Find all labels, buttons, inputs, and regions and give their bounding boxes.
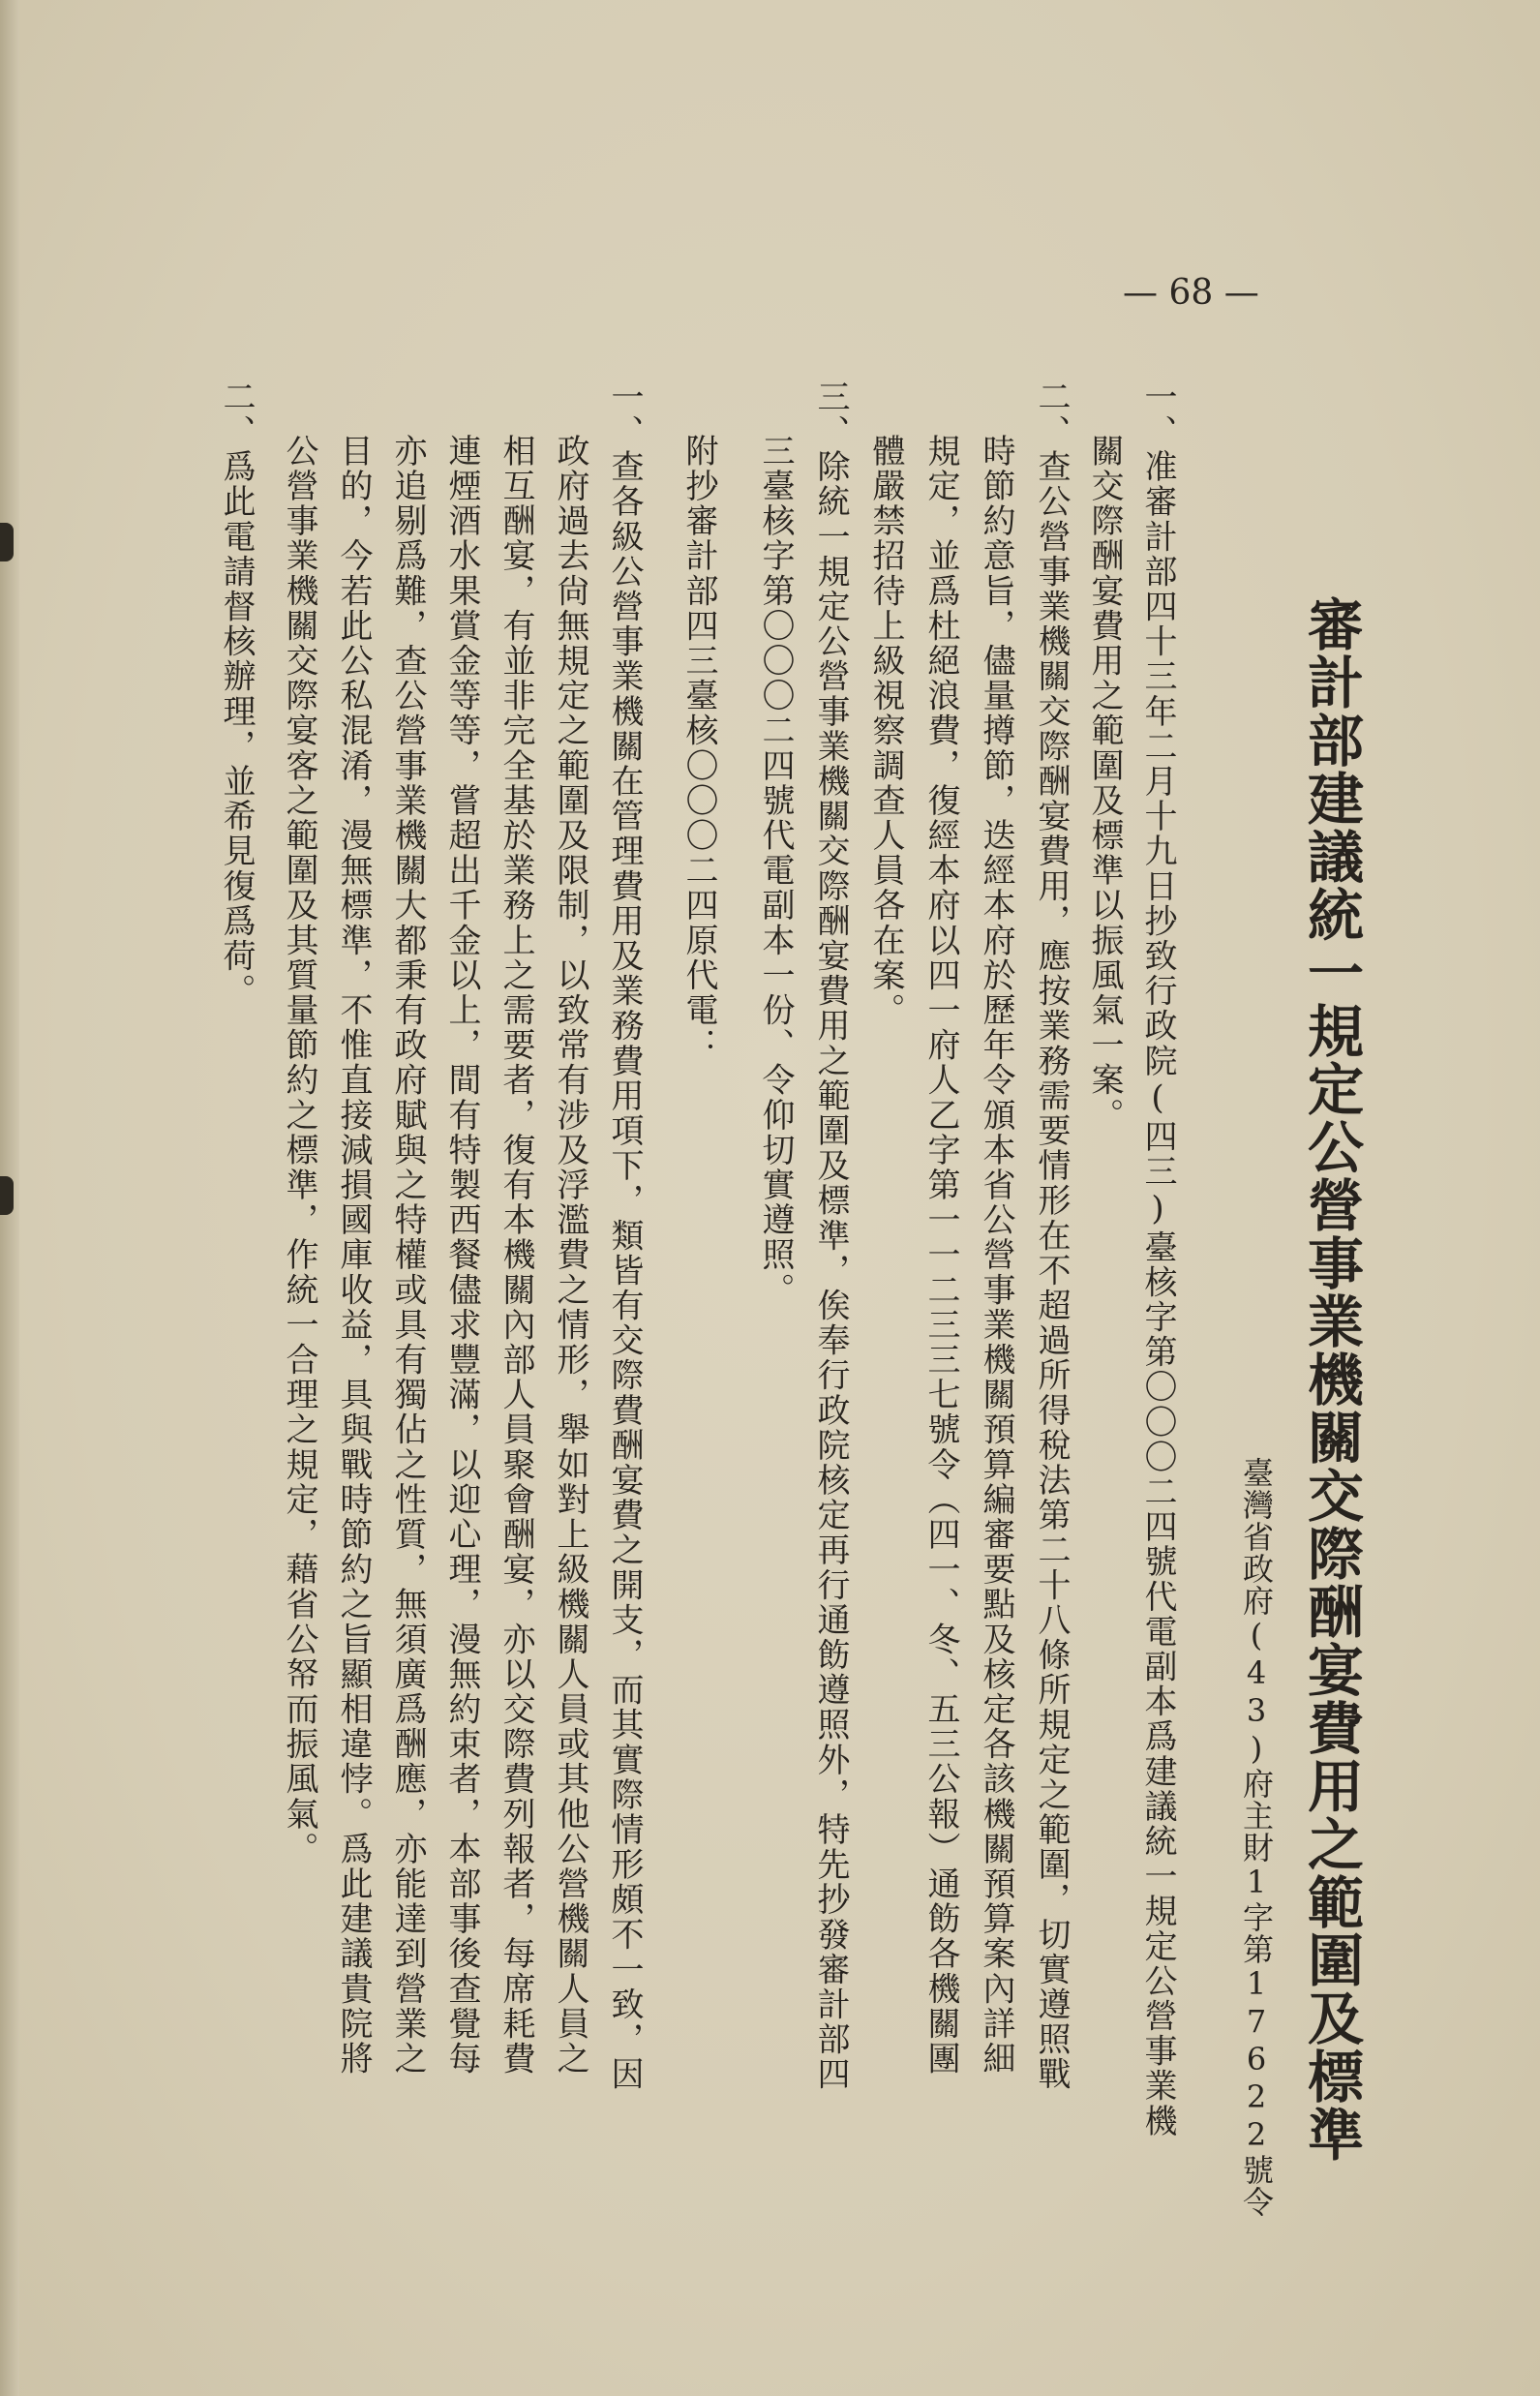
binding-mark	[0, 523, 14, 561]
body-column-14: 亦追剔爲難，查公營事業機關大都秉有政府賦與之特權或具有獨佔之性質，無須廣爲酬應，亦能達到營業之	[388, 434, 427, 2077]
body-column-17: 二、爲此電請督核辦理，並希見復爲荷。	[217, 379, 256, 1009]
page-number: — 68 —	[1123, 273, 1259, 313]
document-title: 審計部建議統一規定公營事業機關交際酬宴費用之範圍及標準	[1298, 595, 1364, 2164]
body-column-3: 二、查公營事業機關交際酬宴費用，應按業務需要情形在不超過所得稅法第二十八條所規定之範圍，切實遵照戰	[1032, 379, 1071, 2092]
body-column-2: 關交際酬宴費用之範圍及標準以振風氣一案。	[1085, 434, 1124, 1133]
body-column-1: 一、准審計部四十三年二月十九日抄致行政院(四三)臺核字第〇〇〇二四號代電副本爲建議統一規定公營事業機	[1138, 379, 1177, 2138]
body-column-7: 三、除統一規定公營事業機關交際酬宴費用之範圍及標準，俟奉行政院核定再行通飭遵照外，特先抄發審計部四	[811, 379, 850, 2092]
body-column-11: 政府過去尙無規定之範圍及限制，以致常有涉及浮濫費之情形，舉如對上級機關人員或其他公營機關人員之	[551, 434, 589, 2077]
binding-mark	[0, 1176, 14, 1215]
body-column-8: 三臺核字第〇〇〇二四號代電副本一份、令仰切實遵照。	[756, 434, 795, 1308]
body-column-6: 體嚴禁招待上級視察調查人員各在案。	[866, 434, 905, 1028]
body-column-10: 一、查各級公營事業機關在管理費用及業務費用項下，類皆有交際費酬宴費之開支，而其實際情形頗不一致，因	[605, 379, 644, 2092]
body-column-13: 連煙酒水果賞金等等，嘗超出千金以上，間有特製西餐儘求豐滿，以迎心理，漫無約束者，本部事後查覺每	[442, 434, 481, 2077]
body-column-16: 公營事業機關交際宴客之範圍及其質量節約之標準，作統一合理之規定，藉省公帑而振風氣。	[280, 434, 318, 1867]
body-column-9: 附抄審計部四三臺核〇〇〇二四原代電：	[679, 434, 718, 1063]
body-column-4: 時節約意旨，儘量撙節，迭經本府於歷年令頒本省公營事業機關預算編審要點及核定各該機關預算案內詳細	[977, 434, 1015, 2077]
issuing-order: 臺灣省政府(43)府主財1字第17622號令	[1238, 1457, 1275, 2218]
body-column-5: 規定，並爲杜絕浪費，復經本府以四一府人乙字第一一二三三七號令（四一、冬、五三公報）通飭各機關團	[921, 434, 960, 2077]
body-column-15: 目的，今若此公私混淆，漫無標準，不惟直接減損國庫收益，具與戰時節約之旨顯相違悖。爲此建議貴院將	[334, 434, 373, 2077]
body-column-12: 相互酬宴，有並非完全基於業務上之需要者，復有本機關內部人員聚會酬宴，亦以交際費列報者，每席耗費	[497, 434, 535, 2077]
